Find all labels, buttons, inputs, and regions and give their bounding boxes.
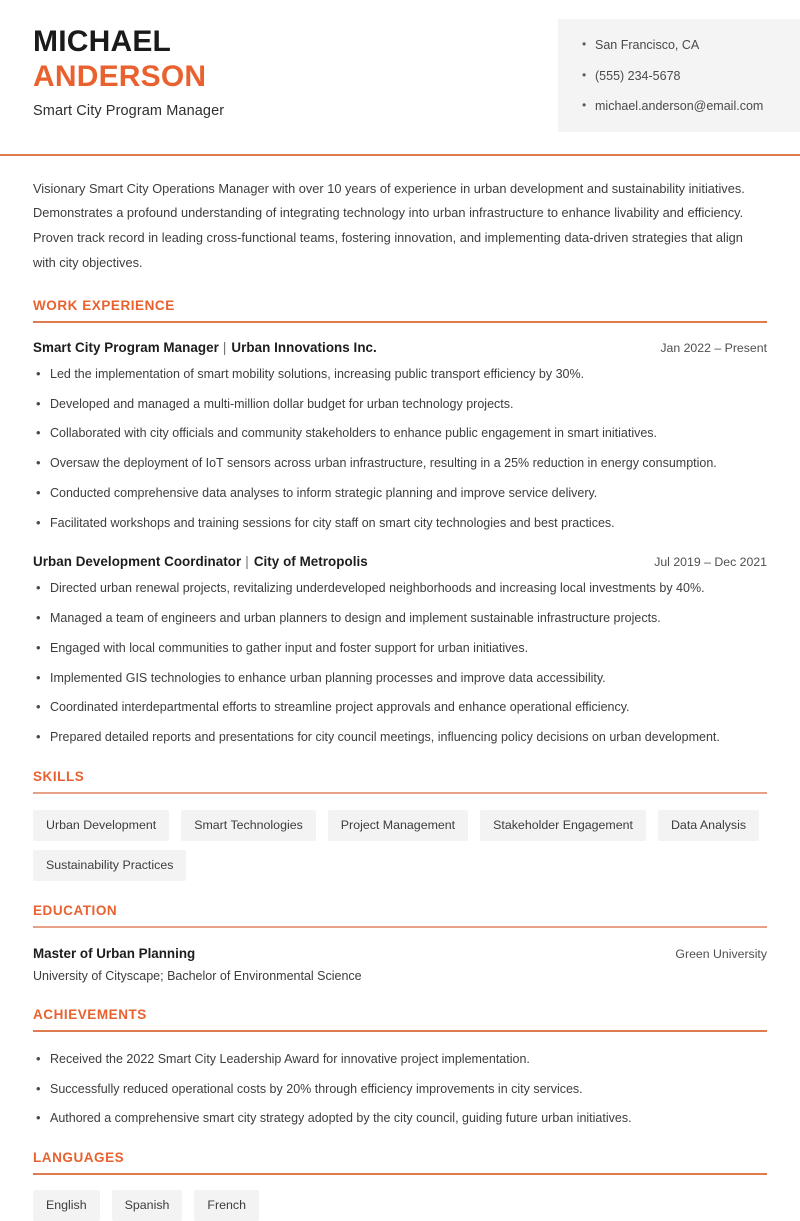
skill-tag: Stakeholder Engagement	[480, 810, 646, 841]
languages-tag-list	[33, 1190, 767, 1221]
section-title-skills: SKILLS	[33, 769, 767, 784]
section-title-languages: LANGUAGES	[33, 1150, 767, 1165]
language-tag: French	[194, 1190, 259, 1221]
bullet-item: • Received the 2022 Smart City Leadership Award for innovative project implementation.	[33, 1050, 767, 1069]
education-entry-header	[33, 946, 767, 961]
resume-header	[0, 0, 800, 132]
bullet-item: • Conducted comprehensive data analyses to inform strategic planning and improve service delivery.	[33, 484, 767, 503]
language-tag: Spanish	[112, 1190, 183, 1221]
section-divider	[33, 1173, 767, 1175]
bullet-item: • Coordinated interdepartmental efforts to streamline project approvals and enhance operational efficiency.	[33, 698, 767, 717]
section-divider	[33, 926, 767, 928]
experience-bullets	[33, 579, 767, 747]
contact-item-email[interactable]: • michael.anderson@email.com	[582, 98, 782, 116]
header-identity	[0, 0, 224, 119]
experience-entry-header	[33, 340, 767, 355]
section-title-achievements: ACHIEVEMENTS	[33, 1007, 767, 1022]
achievements-list	[33, 1050, 767, 1128]
role-company-separator: |	[223, 340, 227, 355]
bullet-item: • Successfully reduced operational costs by 20% through efficiency improvements in city services.	[33, 1080, 767, 1099]
experience-role: Smart City Program Manager	[33, 340, 219, 355]
contact-item-phone[interactable]: • (555) 234-5678	[582, 68, 782, 86]
first-name: MICHAEL	[33, 24, 224, 59]
last-name: ANDERSON	[33, 59, 224, 94]
skills-tag-list	[33, 810, 767, 882]
experience-role: Urban Development Coordinator	[33, 554, 241, 569]
skill-tag: Sustainability Practices	[33, 850, 186, 881]
section-title-work-experience: WORK EXPERIENCE	[33, 298, 767, 313]
bullet-item: • Engaged with local communities to gather input and foster support for urban initiatives.	[33, 639, 767, 658]
bullet-item: • Managed a team of engineers and urban planners to design and implement sustainable infrastructure projects.	[33, 609, 767, 628]
education-school: Green University	[661, 947, 767, 961]
skill-tag: Data Analysis	[658, 810, 759, 841]
experience-company: Urban Innovations Inc.	[231, 340, 376, 355]
bullet-item: • Authored a comprehensive smart city strategy adopted by the city council, guiding future urban initiatives.	[33, 1109, 767, 1128]
contact-info-box	[558, 19, 800, 132]
bullet-item: • Collaborated with city officials and community stakeholders to enhance public engagement in smart initiatives.	[33, 424, 767, 443]
section-skills	[33, 769, 767, 881]
experience-entry-header	[33, 554, 767, 569]
experience-entry	[33, 340, 767, 533]
bullet-item: • Implemented GIS technologies to enhance urban planning processes and improve data accessibility.	[33, 669, 767, 688]
skill-tag: Smart Technologies	[181, 810, 316, 841]
experience-role-company	[33, 554, 368, 569]
education-detail: University of Cityscape; Bachelor of Environmental Science	[33, 967, 767, 986]
skill-tag: Project Management	[328, 810, 468, 841]
section-title-education: EDUCATION	[33, 903, 767, 918]
section-divider	[33, 792, 767, 794]
language-tag: English	[33, 1190, 100, 1221]
bullet-item: • Facilitated workshops and training sessions for city staff on smart city technologies and best practices.	[33, 514, 767, 533]
bullet-item: • Directed urban renewal projects, revitalizing underdeveloped neighborhoods and increasing local investments by 40%.	[33, 579, 767, 598]
contact-list	[582, 37, 782, 116]
experience-bullets	[33, 365, 767, 533]
bullet-item: • Oversaw the deployment of IoT sensors across urban infrastructure, resulting in a 25% reduction in energy consumption.	[33, 454, 767, 473]
header-divider	[0, 154, 800, 156]
bullet-item: • Prepared detailed reports and presentations for city council meetings, influencing policy decisions on urban development.	[33, 728, 767, 747]
experience-dates: Jan 2022 – Present	[646, 341, 767, 355]
bullet-item: • Developed and managed a multi-million dollar budget for urban technology projects.	[33, 395, 767, 414]
job-title: Smart City Program Manager	[33, 103, 224, 119]
section-divider	[33, 321, 767, 323]
professional-summary: Visionary Smart City Operations Manager with over 10 years of experience in urban development and sustainability initiatives. Demonstrates a profound understanding of integrating technology into urban infrastructure to enhance livability and efficiency. Proven track record in leading cross-functional teams, fostering innovation, and implementing data-driven strategies that align with city objectives.	[33, 177, 755, 277]
section-achievements	[33, 1007, 767, 1128]
contact-item-location: • San Francisco, CA	[582, 37, 782, 55]
experience-entry	[33, 554, 767, 747]
section-divider	[33, 1030, 767, 1032]
experience-dates: Jul 2019 – Dec 2021	[640, 555, 767, 569]
resume-content	[0, 177, 800, 1221]
section-languages	[33, 1150, 767, 1221]
skill-tag: Urban Development	[33, 810, 169, 841]
experience-company: City of Metropolis	[254, 554, 368, 569]
section-education	[33, 903, 767, 985]
full-name	[33, 24, 224, 94]
experience-role-company	[33, 340, 377, 355]
role-company-separator: |	[245, 554, 249, 569]
bullet-item: • Led the implementation of smart mobility solutions, increasing public transport efficiency by 30%.	[33, 365, 767, 384]
section-work-experience	[33, 298, 767, 747]
education-degree: Master of Urban Planning	[33, 946, 195, 961]
